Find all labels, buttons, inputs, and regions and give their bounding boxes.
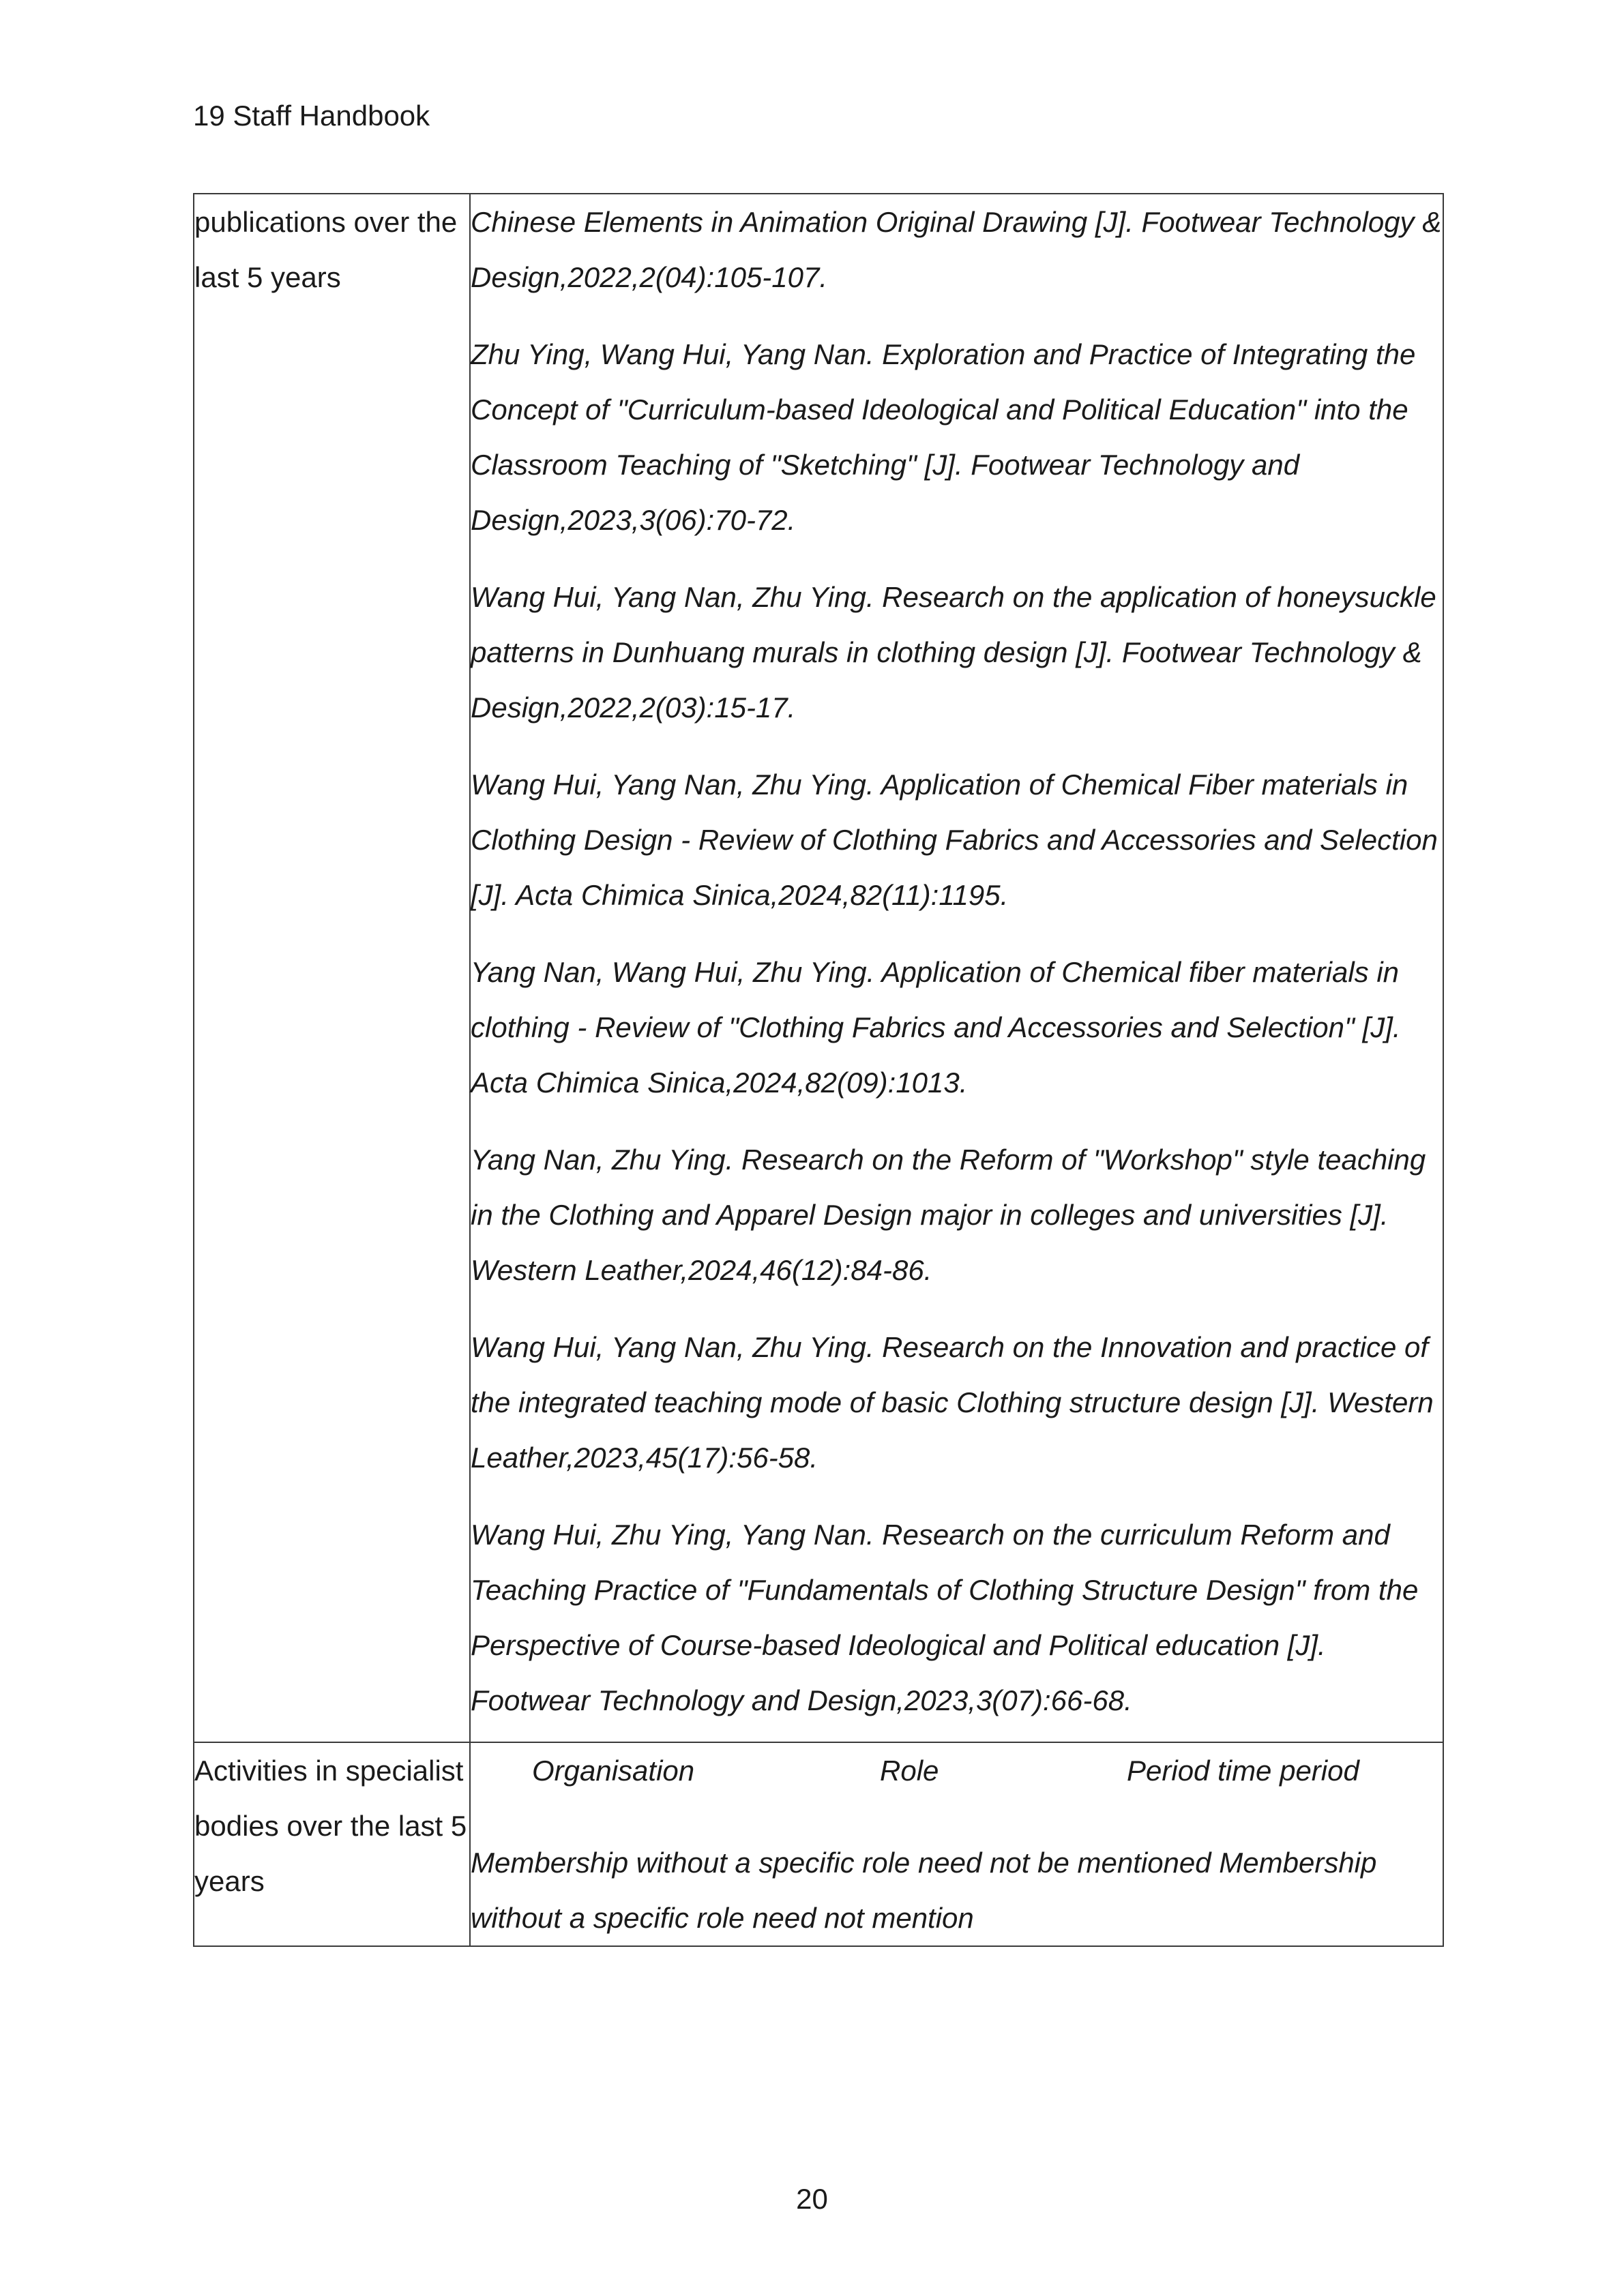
publication-entry: Zhu Ying, Wang Hui, Yang Nan. Exploration and Practice of Integrating the Concept of "Curriculum-based Ideological and Political Education" into the Classroom Teaching of "Sketching" [J]. Footwear Technology and Design,2023,3(06):70-72. xyxy=(471,338,1416,536)
publication-entry: Yang Nan, Wang Hui, Zhu Ying. Application of Chemical fiber materials in clothing - Review of "Clothing Fabrics and Accessories and Selection" [J]. Acta Chimica Sinica,2024,82(09):1013. xyxy=(471,956,1401,1099)
publications-cell xyxy=(470,194,1443,1742)
publication-entry: Wang Hui, Yang Nan, Zhu Ying. Application of Chemical Fiber materials in Clothing Design - Review of Clothing Fabrics and Accessories and Selection [J]. Acta Chimica Sinica,2024,82(11):1195. xyxy=(471,769,1438,911)
membership-note: Membership without a specific role need not be mentioned Membership without a specific role need not mention xyxy=(471,1847,1377,1934)
publication-entry: Yang Nan, Zhu Ying. Research on the Reform of "Workshop" style teaching in the Clothing and Apparel Design major in colleges and universities [J]. Western Leather,2024,46(12):84-86. xyxy=(471,1144,1426,1286)
publication-list xyxy=(471,194,1443,1742)
publication-entry: Chinese Elements in Animation Original Drawing [J]. Footwear Technology & Design,2022,2(04):105-107. xyxy=(471,206,1442,293)
page-number: 20 xyxy=(796,2183,828,2215)
activities-column-headers xyxy=(471,1743,1443,1798)
column-header-organisation: Organisation xyxy=(532,1755,695,1787)
page-header: 19 Staff Handbook xyxy=(193,100,430,132)
publication-entry: Wang Hui, Zhu Ying, Yang Nan. Research on the curriculum Reform and Teaching Practice of "Fundamentals of Clothing Structure Design" from the Perspective of Course-based Ideological and Political education [J]. Footwear Technology and Design,2023,3(07):66-68. xyxy=(471,1519,1419,1716)
column-header-role: Role xyxy=(880,1755,939,1787)
publication-entry: Wang Hui, Yang Nan, Zhu Ying. Research on the application of honeysuckle patterns in Dunhuang murals in clothing design [J]. Footwear Technology & Design,2022,2(03):15-17. xyxy=(471,581,1436,724)
activities-cell xyxy=(470,1742,1443,1946)
activities-label: Activities in specialist bodies over the last 5 years xyxy=(194,1742,470,1946)
publications-label: publications over the last 5 years xyxy=(194,194,470,1742)
table-row-activities xyxy=(194,1742,1443,1946)
table-row-publications xyxy=(194,194,1443,1742)
column-header-period: Period time period xyxy=(1127,1755,1359,1787)
publication-entry: Wang Hui, Yang Nan, Zhu Ying. Research on the Innovation and practice of the integrated teaching mode of basic Clothing structure design [J]. Western Leather,2023,45(17):56-58. xyxy=(471,1331,1434,1474)
staff-info-table xyxy=(193,193,1444,1947)
